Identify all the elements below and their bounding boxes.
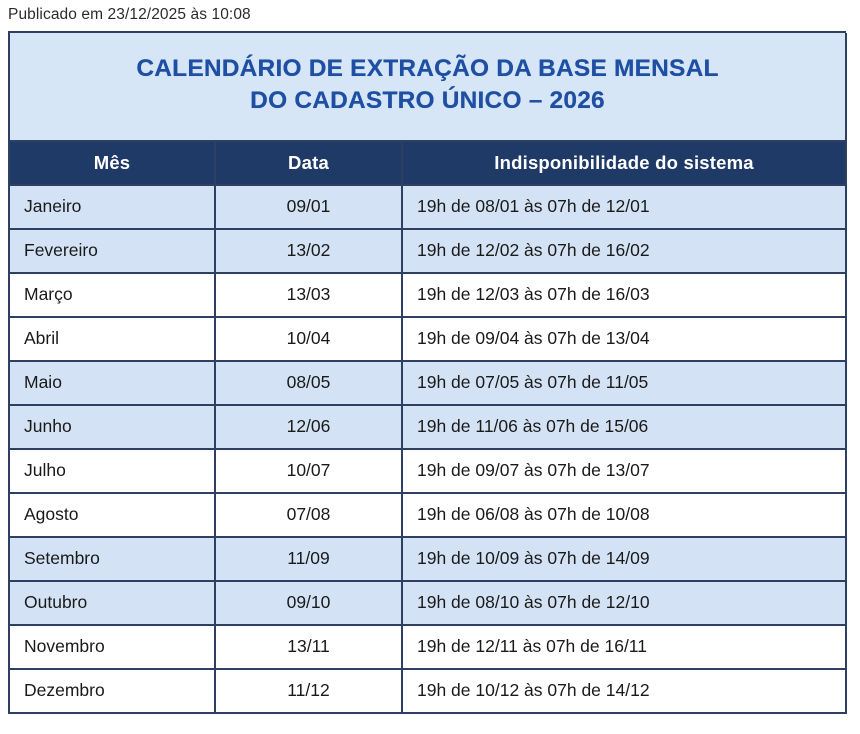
table-title-row xyxy=(10,33,846,141)
table-row xyxy=(10,581,846,625)
column-header-mes: Mês xyxy=(10,141,215,185)
table-row xyxy=(10,537,846,581)
cell-indisponibilidade: 19h de 09/04 às 07h de 13/04 xyxy=(402,317,846,361)
cell-data: 13/11 xyxy=(215,625,402,669)
cell-indisponibilidade: 19h de 06/08 às 07h de 10/08 xyxy=(402,493,846,537)
cell-mes: Julho xyxy=(10,449,215,493)
column-header-data: Data xyxy=(215,141,402,185)
table-title-line-1: CALENDÁRIO DE EXTRAÇÃO DA BASE MENSAL xyxy=(136,55,719,82)
cell-mes: Maio xyxy=(10,361,215,405)
cell-data: 10/04 xyxy=(215,317,402,361)
cell-indisponibilidade: 19h de 12/11 às 07h de 16/11 xyxy=(402,625,846,669)
cell-indisponibilidade: 19h de 11/06 às 07h de 15/06 xyxy=(402,405,846,449)
cell-indisponibilidade: 19h de 10/09 às 07h de 14/09 xyxy=(402,537,846,581)
calendar-table-container xyxy=(8,31,846,714)
table-title-line-2: DO CADASTRO ÚNICO – 2026 xyxy=(250,87,605,115)
cell-data: 09/10 xyxy=(215,581,402,625)
cell-mes: Outubro xyxy=(10,581,215,625)
table-row xyxy=(10,669,846,713)
cell-data: 09/01 xyxy=(215,185,402,229)
published-date: Publicado em 23/12/2025 às 10:08 xyxy=(8,6,251,23)
cell-mes: Agosto xyxy=(10,493,215,537)
table-body xyxy=(10,185,846,713)
table-row xyxy=(10,625,846,669)
cell-mes: Dezembro xyxy=(10,669,215,713)
table-row xyxy=(10,493,846,537)
cell-data: 10/07 xyxy=(215,449,402,493)
cell-data: 12/06 xyxy=(215,405,402,449)
cell-data: 13/02 xyxy=(215,229,402,273)
column-header-indisponibilidade: Indisponibilidade do sistema xyxy=(402,141,846,185)
calendar-table xyxy=(10,33,847,714)
cell-data: 07/08 xyxy=(215,493,402,537)
cell-indisponibilidade: 19h de 08/10 às 07h de 12/10 xyxy=(402,581,846,625)
cell-mes: Fevereiro xyxy=(10,229,215,273)
cell-indisponibilidade: 19h de 10/12 às 07h de 14/12 xyxy=(402,669,846,713)
cell-indisponibilidade: 19h de 12/03 às 07h de 16/03 xyxy=(402,273,846,317)
table-row xyxy=(10,361,846,405)
table-row xyxy=(10,317,846,361)
table-row xyxy=(10,185,846,229)
cell-mes: Novembro xyxy=(10,625,215,669)
cell-mes: Março xyxy=(10,273,215,317)
cell-data: 11/12 xyxy=(215,669,402,713)
cell-mes: Janeiro xyxy=(10,185,215,229)
cell-data: 11/09 xyxy=(215,537,402,581)
cell-mes: Junho xyxy=(10,405,215,449)
table-title xyxy=(10,33,846,141)
table-row xyxy=(10,229,846,273)
table-row xyxy=(10,405,846,449)
cell-indisponibilidade: 19h de 08/01 às 07h de 12/01 xyxy=(402,185,846,229)
cell-mes: Abril xyxy=(10,317,215,361)
cell-indisponibilidade: 19h de 09/07 às 07h de 13/07 xyxy=(402,449,846,493)
cell-indisponibilidade: 19h de 12/02 às 07h de 16/02 xyxy=(402,229,846,273)
cell-data: 08/05 xyxy=(215,361,402,405)
table-row xyxy=(10,449,846,493)
cell-mes: Setembro xyxy=(10,537,215,581)
cell-data: 13/03 xyxy=(215,273,402,317)
table-row xyxy=(10,273,846,317)
cell-indisponibilidade: 19h de 07/05 às 07h de 11/05 xyxy=(402,361,846,405)
table-header-row xyxy=(10,141,846,185)
